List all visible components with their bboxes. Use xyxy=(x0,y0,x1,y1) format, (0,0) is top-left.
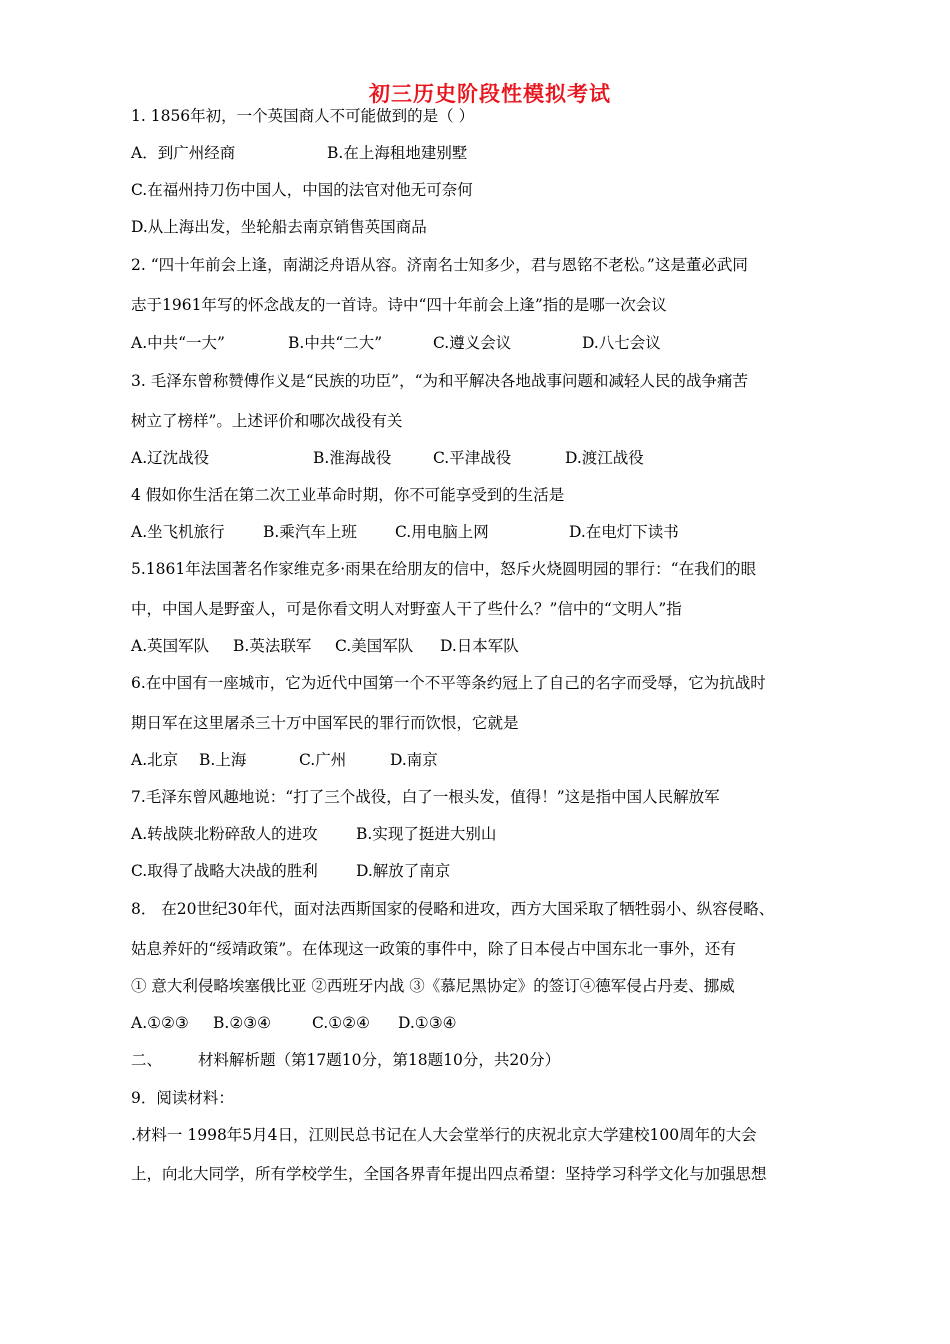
text-segment: A.辽沈战役 xyxy=(131,449,210,467)
text-segment: A.中共“一大” xyxy=(131,334,225,352)
text-segment: 志于1961年写的怀念战友的一首诗。诗中“四十年前会上逢”指的是哪一次会议 xyxy=(131,296,667,314)
text-segment: 1. 1856年初，一个英国商人不可能做到的是（ ） xyxy=(131,107,475,125)
text-segment: 材料解析题（第17题10分，第18题10分，共20分） xyxy=(198,1051,561,1069)
text-line-q7-cd xyxy=(131,860,851,882)
text-line-q3-opts xyxy=(131,447,851,469)
text-segment: B.②③④ xyxy=(213,1014,272,1032)
text-segment: D.解放了南京 xyxy=(356,862,451,880)
text-line-q3-a xyxy=(131,370,851,392)
text-line-q3-b xyxy=(131,410,851,432)
text-segment: B.上海 xyxy=(199,751,247,769)
text-line-q9-m1b xyxy=(131,1163,851,1185)
text-segment: C.美国军队 xyxy=(335,637,414,655)
text-segment: A.英国军队 xyxy=(131,637,210,655)
text-segment: D.南京 xyxy=(390,751,438,769)
text-segment: B.中共“二大” xyxy=(288,334,383,352)
text-line-q8-b xyxy=(131,938,851,960)
text-segment: 7.毛泽东曾风趣地说：“打了三个战役，白了一根头发，值得！”这是指中国人民解放军 xyxy=(131,788,720,806)
text-segment: A．到广州经商 xyxy=(131,144,236,162)
text-segment: C.平津战役 xyxy=(433,449,512,467)
text-segment: 二、 xyxy=(131,1051,163,1069)
text-line-q2-opts xyxy=(131,332,851,354)
text-segment: 9．阅读材料： xyxy=(131,1089,234,1107)
text-segment: 树立了榜样”。上述评价和哪次战役有关 xyxy=(131,412,403,430)
text-segment: 上，向北大同学，所有学校学生，全国各界青年提出四点希望：坚持学习科学文化与加强思想 xyxy=(131,1165,767,1183)
text-segment: 6.在中国有一座城市，它为近代中国第一个不平等条约冠上了自己的名字而受辱，它为抗战时 xyxy=(131,674,766,692)
text-line-q7-ab xyxy=(131,823,851,845)
text-line-q7 xyxy=(131,786,851,808)
text-segment: ① 意大利侵略埃塞俄比亚 ②西班牙内战 ③《慕尼黑协定》的签订④德军侵占丹麦、挪威 xyxy=(131,977,735,995)
text-line-q8-opts xyxy=(131,1012,851,1034)
text-segment: D.日本军队 xyxy=(440,637,519,655)
text-segment: B.乘汽车上班 xyxy=(263,523,357,541)
text-line-q9-m1a xyxy=(131,1124,851,1146)
text-line-q4 xyxy=(131,484,851,506)
text-segment: .材料一 1998年5月4日，江则民总书记在人大会堂举行的庆祝北京大学建校100周年的大会 xyxy=(131,1126,757,1144)
text-line-q5-a xyxy=(131,558,851,580)
text-line-q9 xyxy=(131,1087,851,1109)
text-line-q5-b xyxy=(131,598,851,620)
text-line-q1-c xyxy=(131,179,851,201)
text-segment: 8． 在20世纪30年代，面对法西斯国家的侵略和进攻，西方大国采取了牺牲弱小、纵容侵略、 xyxy=(131,900,775,918)
text-segment: 中，中国人是野蛮人，可是你看文明人对野蛮人干了些什么？”信中的“文明人”指 xyxy=(131,600,682,618)
text-line-sec2 xyxy=(131,1049,851,1071)
text-line-q1 xyxy=(131,105,851,127)
text-segment: 姑息养奸的“绥靖政策”。在体现这一政策的事件中，除了日本侵占中国东北一事外，还有 xyxy=(131,940,736,958)
text-line-q8-a xyxy=(131,898,851,920)
text-line-q8-items xyxy=(131,975,851,997)
text-line-q5-opts xyxy=(131,635,851,657)
text-segment: C.①②④ xyxy=(312,1014,370,1032)
text-segment: C.广州 xyxy=(299,751,347,769)
text-segment: C.遵义会议 xyxy=(433,334,512,352)
text-segment: D.渡江战役 xyxy=(565,449,644,467)
text-line-q1-d xyxy=(131,216,851,238)
text-segment: D.①③④ xyxy=(398,1014,457,1032)
text-line-q2-b xyxy=(131,294,851,316)
text-segment: D.八七会议 xyxy=(582,334,661,352)
text-line-q6-b xyxy=(131,712,851,734)
text-segment: C.在福州持刀伤中国人，中国的法官对他无可奈何 xyxy=(131,181,473,199)
text-segment: D.从上海出发，坐轮船去南京销售英国商品 xyxy=(131,218,427,236)
text-line-q4-opts xyxy=(131,521,851,543)
text-segment: 期日军在这里屠杀三十万中国军民的罪行而饮恨，它就是 xyxy=(131,714,519,732)
text-segment: A.转战陕北粉碎敌人的进攻 xyxy=(131,825,318,843)
text-segment: A.①②③ xyxy=(131,1014,189,1032)
text-segment: D.在电灯下读书 xyxy=(569,523,679,541)
text-line-q2-a xyxy=(131,254,851,276)
text-segment: 3. 毛泽东曾称赞傅作义是“民族的功臣”，“为和平解决各地战事问题和减轻人民的战争痛苦 xyxy=(131,372,748,390)
text-line-q1-ab xyxy=(131,142,851,164)
page-title: 初三历史阶段性模拟考试 xyxy=(369,81,611,106)
text-segment: B.英法联军 xyxy=(233,637,312,655)
text-segment: 2. “四十年前会上逢，南湖泛舟语从容。济南名士知多少，君与恩铭不老松。”这是董必武同 xyxy=(131,256,748,274)
text-segment: B.实现了挺进大别山 xyxy=(356,825,497,843)
text-segment: 4 假如你生活在第二次工业革命时期，你不可能享受到的生活是 xyxy=(131,486,565,504)
text-segment: A.北京 xyxy=(131,751,179,769)
text-segment: A.坐飞机旅行 xyxy=(131,523,225,541)
text-segment: 5.1861年法国著名作家维克多·雨果在给朋友的信中，怒斥火烧圆明园的罪行：“在我们的眼 xyxy=(131,560,757,578)
text-segment: B.淮海战役 xyxy=(313,449,392,467)
text-segment: B.在上海租地建别墅 xyxy=(327,144,468,162)
text-line-q6-a xyxy=(131,672,851,694)
text-line-q6-opts xyxy=(131,749,851,771)
text-segment: C.取得了战略大决战的胜利 xyxy=(131,862,318,880)
text-segment: C.用电脑上网 xyxy=(395,523,489,541)
